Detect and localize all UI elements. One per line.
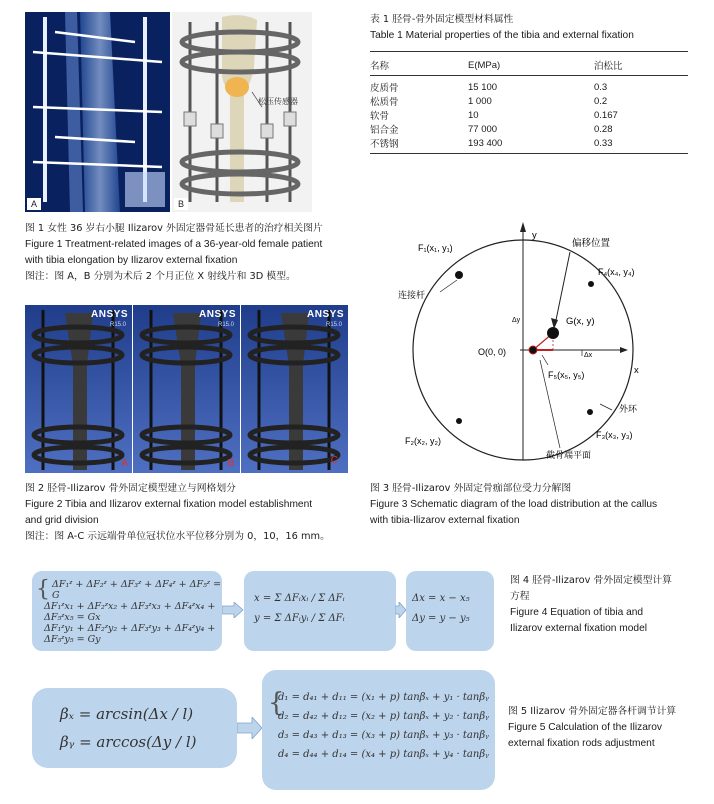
ansys-version: R15.0 (217, 322, 234, 328)
cell: 0.28 (594, 123, 613, 135)
brace: { (268, 688, 285, 718)
rod-adjustment-equations-box (262, 670, 495, 790)
table-row (370, 122, 688, 136)
cell: 193 400 (468, 137, 503, 149)
cell: 0.33 (594, 137, 613, 149)
panel-b-label: B (174, 198, 188, 210)
point-g (547, 327, 559, 339)
material-table (370, 56, 688, 74)
ansys-logo: ANSYS (199, 309, 236, 320)
mesh-drawing-c (241, 305, 348, 473)
table1-title-en: Table 1 Material properties of the tibia and external fixation (370, 30, 634, 41)
xray-image (25, 12, 170, 212)
equilibrium-equations-box (32, 571, 222, 651)
figure1-note: 图注：图 A，B 分别为术后 2 个月正位 X 射线片和 3D 模型。 (25, 271, 296, 282)
d3-eq: d₃ = d₄₃ + d₁₃ = (x₃ + p) tanβₓ + y₃ · tanβᵧ (278, 730, 489, 741)
table1 (370, 56, 688, 74)
cell: 77 000 (468, 123, 498, 135)
cell: 10 (468, 109, 479, 121)
cell: 1 000 (468, 95, 492, 107)
f3-label: F₃(x₃, y₃) (596, 430, 633, 440)
eq-moment-x: ΔF₁ᶻx₁ + ΔF₂ᶻx₂ + ΔF₃ᶻx₃ + ΔF₄ᶻx₄ + ΔF₅ᶻx₅ = Gx (44, 601, 216, 623)
figure5-caption-en-1: Figure 5 Calculation of the Ilizarov (508, 722, 663, 733)
delta-x-eq: Δx = x − x₅ (412, 593, 470, 604)
cell: 软骨 (370, 111, 390, 122)
panel-a-label: A (27, 198, 41, 210)
header-name: 名称 (370, 61, 390, 72)
figure1-caption-en-2: with tibia elongation by Ilizarov external fixation (25, 255, 238, 266)
cell: 0.2 (594, 95, 608, 107)
x-axis-label: x (634, 365, 639, 376)
figure2-caption-cn: 图 2 胫骨-Ilizarov 骨外固定模型建立与网格划分 (25, 483, 236, 494)
table1-title (370, 12, 700, 44)
offset-label: 偏移位置 (572, 238, 611, 249)
figure3-caption-en-1: Figure 3 Schematic diagram of the load distribution at the callus (370, 499, 658, 510)
d4-eq: d₄ = d₄₄ + d₁₄ = (x₄ + p) tanβₓ + y₄ · tanβᵧ (278, 749, 489, 760)
figure4-caption-en-1: Figure 4 Equation of tibia and (510, 607, 644, 618)
figure3-caption-en-2: with tibia-Ilizarov external fixation (370, 515, 520, 526)
sensor-label: 松压传感器 (258, 97, 298, 106)
y-axis-arrow (520, 222, 526, 232)
point-f4 (588, 281, 594, 287)
eq-moment-y: ΔF₁ᶻy₁ + ΔF₂ᶻy₂ + ΔF₃ᶻy₃ + ΔF₄ᶻy₄ + ΔF₅ᶻy₅ = Gy (44, 623, 216, 645)
figure5-caption (508, 704, 708, 752)
material-table-body (370, 80, 688, 150)
load-distribution-diagram (370, 218, 700, 463)
eq-force-sum: ΔF₁ᶻ + ΔF₂ᶻ + ΔF₃ᶻ + ΔF₄ᶻ + ΔF₅ᶻ = G (52, 579, 222, 601)
figure1-caption (25, 221, 365, 285)
centroid-equations-box (244, 571, 396, 651)
figure2-caption (25, 481, 365, 545)
figure5-caption-en-2: external fixation rods adjustment (508, 738, 655, 749)
table-row (370, 80, 688, 94)
f1-label: F₁(x₁, y₁) (418, 243, 453, 253)
table-row (370, 136, 688, 150)
ansys-logo: ANSYS (91, 309, 128, 320)
ansys-logo: ANSYS (307, 309, 344, 320)
figure4-caption-cn-2: 方程 (510, 591, 530, 602)
ansys-panel-a (25, 305, 132, 473)
dx-label: Δx (584, 352, 593, 359)
point-f3 (587, 409, 593, 415)
xray-drawing (25, 12, 170, 212)
3d-model-drawing (172, 12, 312, 212)
panel-a-letter: A (121, 458, 128, 469)
y-axis-label: y (532, 230, 537, 241)
table-row (370, 94, 688, 108)
rod-label: 连接杆 (398, 290, 426, 300)
figure2-caption-en-1: Figure 2 Tibia and Ilizarov external fixation model establishment (25, 499, 313, 510)
table1-header-rule (370, 75, 688, 76)
cell: 15 100 (468, 81, 498, 93)
table1-bottom-rule (370, 153, 688, 154)
beta-y-eq: βᵧ = arccos(Δy / l) (60, 733, 197, 751)
figure4-caption-en-2: Ilizarov external fixation model (510, 623, 648, 634)
panel-c-letter: C (330, 455, 338, 466)
figure2-caption-en-2: and grid division (25, 515, 99, 526)
f5-label: F₅(x₅, y₅) (548, 370, 585, 380)
ansys-panel-c (241, 305, 348, 473)
ring-label: 外环 (619, 404, 638, 414)
cell: 0.3 (594, 81, 608, 93)
header-e: E(MPa) (468, 59, 501, 71)
cell: 0.167 (594, 109, 618, 121)
origin-label: O(0, 0) (478, 347, 507, 357)
g-label: G(x, y) (566, 316, 595, 327)
table1-title-cn: 表 1 胫骨-骨外固定模型材料属性 (370, 14, 514, 25)
cell: 铝合金 (370, 125, 399, 136)
table1-top-rule (370, 51, 688, 52)
table-header-row (370, 56, 688, 74)
figure5-caption-cn: 图 5 Ilizarov 骨外固定器各杆调节计算 (508, 706, 677, 717)
beta-x-eq: βₓ = arcsin(Δx / l) (60, 705, 194, 723)
point-f5 (529, 346, 537, 354)
rod-leader (440, 280, 457, 292)
cell: 不锈钢 (370, 139, 399, 150)
d2-eq: d₂ = d₄₂ + d₁₂ = (x₂ + p) tanβₓ + y₂ · tanβᵧ (278, 711, 489, 722)
offset-leader (555, 252, 570, 325)
mesh-drawing-a (25, 305, 132, 473)
brace: { (36, 577, 50, 602)
arrow-right-icon (237, 717, 263, 739)
f5-leader (542, 355, 548, 365)
cell: 松质骨 (370, 97, 399, 108)
displacement-equations-box (406, 571, 494, 651)
f2-label: F₂(x₂, y₂) (405, 436, 441, 446)
figure3-caption (370, 481, 705, 529)
figure3-caption-cn: 图 3 胫骨-Ilizarov 外固定骨痂部位受力分解图 (370, 483, 572, 494)
f4-label: F₄(x₄, y₄) (598, 267, 635, 277)
ansys-panel-b (133, 305, 240, 473)
centroid-x: x = Σ ΔFᵢxᵢ / Σ ΔFᵢ (254, 593, 345, 604)
angle-equations-box (32, 688, 237, 768)
table-row (370, 108, 688, 122)
point-f1 (455, 271, 463, 279)
d1-eq: d₁ = d₄₁ + d₁₁ = (x₁ + p) tanβₓ + y₁ · tanβᵧ (278, 692, 489, 703)
figure2-note: 图注：图 A-C 示远端骨单位冠状位水平位移分别为 0，10，16 mm。 (25, 531, 330, 542)
centroid-y: y = Σ ΔFᵢyᵢ / Σ ΔFᵢ (254, 613, 345, 624)
figure4-caption (510, 573, 705, 637)
figure1-caption-en-1: Figure 1 Treatment-related images of a 36-year-old female patient (25, 239, 323, 250)
figure1-caption-cn: 图 1 女性 36 岁右小腿 Ilizarov 外固定器骨延长患者的治疗相关图片 (25, 223, 323, 234)
delta-y-eq: Δy = y − y₅ (412, 613, 470, 624)
header-poisson: 泊松比 (594, 61, 623, 72)
mesh-drawing-b (133, 305, 240, 473)
ansys-version: R15.0 (109, 322, 126, 328)
point-f2 (456, 418, 462, 424)
ansys-version: R15.0 (325, 322, 342, 328)
section-label: 截骨端平面 (546, 450, 592, 460)
figure4-caption-cn-1: 图 4 胫骨-Ilizarov 骨外固定模型计算 (510, 575, 672, 586)
cell: 皮质骨 (370, 83, 399, 94)
x-axis-arrow (620, 347, 628, 353)
table1-body (370, 80, 688, 150)
dy-label: Δy (512, 317, 521, 324)
3d-model-image (172, 12, 312, 212)
ring-leader (600, 404, 612, 410)
arrow-right-icon (222, 602, 244, 618)
panel-b-letter: B (227, 458, 234, 469)
